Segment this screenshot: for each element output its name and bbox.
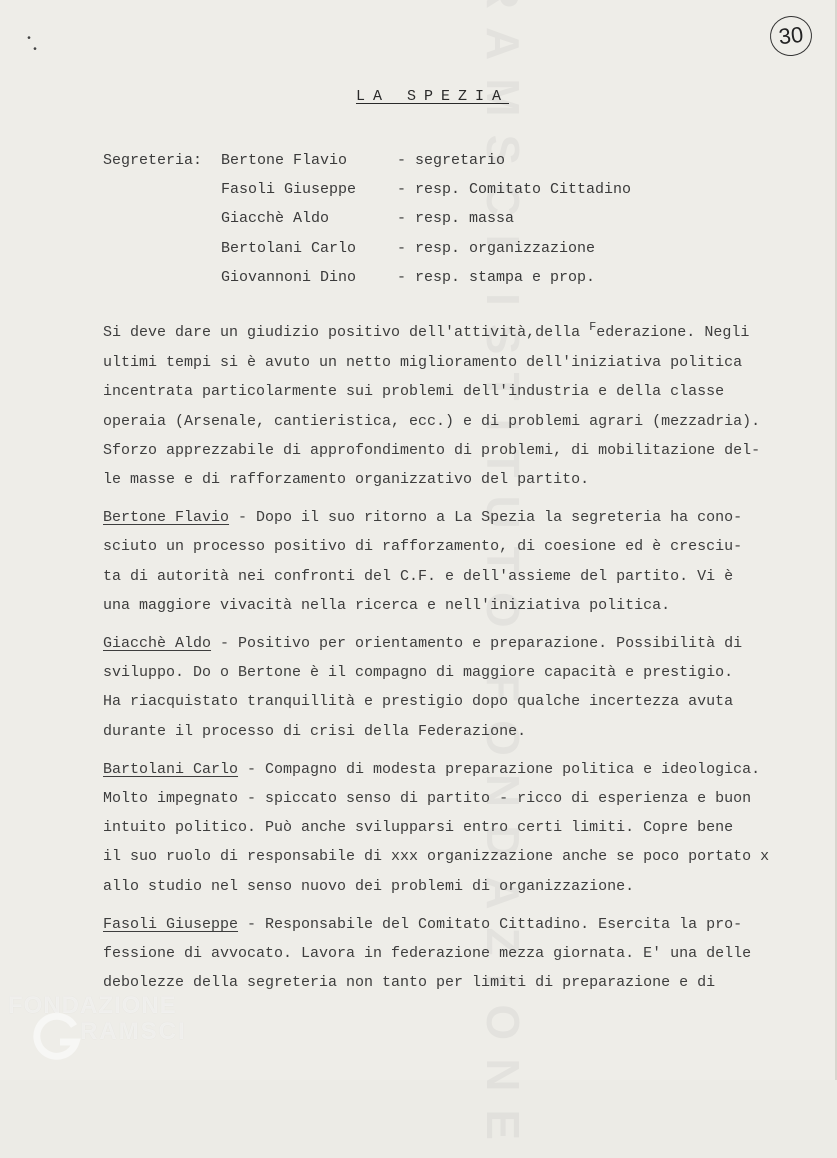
member-role: - resp. Comitato Cittadino <box>397 181 632 199</box>
intro-text: ultimi tempi si è avuto un netto miglioramento dell'iniziativa politica incentrata particolarmente sui problemi dell'industria e della classe operaia (Arsenale, cantieristica, ecc.) e di problemi agrari (mezzadria). Sforzo apprezzabile di approfondimento di problemi, di mobilitazione del- le masse e di rafforzamento organizzativo del partito. <box>103 354 761 489</box>
segreteria-heading: Segreteria: <box>103 152 203 169</box>
intro-line1: Si deve dare un giudizio positivo dell'attività,della <box>103 324 590 341</box>
segreteria-row <box>103 263 631 292</box>
bertone-paragraph <box>103 503 823 620</box>
fasoli-first-line: - Responsabile del Comitato Cittadino. Esercita la pro- <box>238 915 743 933</box>
member-role: - resp. organizzazione <box>397 239 596 257</box>
member-role: - resp. massa <box>397 210 515 228</box>
bartolani-first-line: - Compagno di modesta preparazione politica e ideologica. <box>238 760 761 778</box>
paper-specks: • • <box>26 34 39 56</box>
page-number-stamp: 30 <box>768 14 814 58</box>
bertone-name: Bertone Flavio <box>103 509 230 527</box>
segreteria-row <box>103 146 631 175</box>
giacche-name: Giacchè Aldo <box>103 635 212 653</box>
fondazione-gramsci-logo <box>0 986 210 1076</box>
member-name: Bertolani Carlo <box>221 239 357 257</box>
logo-line1: FONDAZIONE <box>8 992 177 1019</box>
segreteria-row <box>103 234 631 263</box>
bartolani-name: Bartolani Carlo <box>103 760 239 778</box>
segreteria-row <box>103 204 631 233</box>
member-role: - segretario <box>397 152 506 169</box>
page-title: LA SPEZIA <box>355 88 509 105</box>
member-name: Giacchè Aldo <box>221 210 330 228</box>
intro-paragraph <box>103 318 823 494</box>
document-body <box>103 318 823 1006</box>
giacche-text: sviluppo. Do o Bertone è il compagno di maggiore capacità e prestigio. Ha riacquistato tranquillità e prestigio dopo qualche incertezza avuta durante il processo di crisi della Federazione. <box>103 664 734 740</box>
fasoli-paragraph <box>103 910 823 998</box>
member-name: Giovannoni Dino <box>221 268 357 286</box>
fasoli-name: Fasoli Giuseppe <box>103 915 239 933</box>
bartolani-text: Molto impegnato - spiccato senso di partito - ricco di esperienza e buon intuito politico. Può anche svilupparsi entro certi limiti. Copre bene il suo ruolo di responsabile di xxx organizzazione anche se poco portato x allo studio nel senso nuovo dei problemi di organizzazione. <box>103 790 770 895</box>
member-name: Bertone Flavio <box>221 152 348 169</box>
giacche-paragraph <box>103 629 823 746</box>
fasoli-text: fessione di avvocato. Lavora in federazione mezza giornata. E' una delle debolezze della segreteria non tanto per limiti di preparazione e di <box>103 945 752 992</box>
handwritten-correction: F <box>589 320 597 334</box>
bartolani-paragraph <box>103 755 823 901</box>
segreteria-row <box>103 175 631 204</box>
bertone-first-line: - Dopo il suo ritorno a La Spezia la segreteria ha cono- <box>229 509 743 527</box>
bertone-text: sciuto un processo positivo di rafforzamento, di coesione ed è cresciu- ta di autorità nei confronti del C.F. e dell'assieme del partito. Vi è una maggiore vivacità nella ricerca e nell'iniziativa politica. <box>103 538 743 614</box>
intro-line1-end: ederazione. Negli <box>596 324 750 341</box>
giacche-first-line: - Positivo per orientamento e preparazione. Possibilità di <box>211 635 743 653</box>
logo-g-mark-icon <box>30 1012 82 1064</box>
logo-line2: RAMSCI <box>80 1018 187 1045</box>
member-name: Fasoli Giuseppe <box>221 181 357 199</box>
member-role: - resp. stampa e prop. <box>397 268 596 286</box>
segreteria-list <box>103 146 631 292</box>
